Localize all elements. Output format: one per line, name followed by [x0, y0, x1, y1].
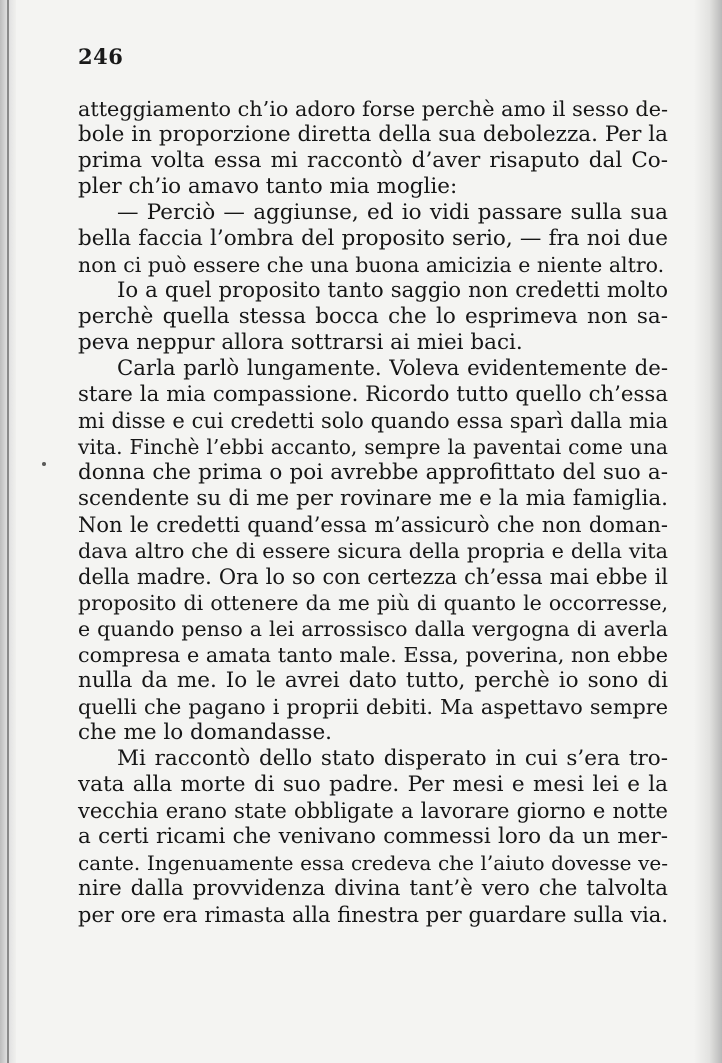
text-line: bole in proporzione diretta della sua debolezza. Per la: [78, 122, 668, 147]
text-line: Carla parlò lungamente. Voleva evidentemente de-: [117, 356, 668, 381]
binding-line: [7, 0, 9, 1063]
text-line: nire dalla provvidenza divina tant’è vero che talvolta: [78, 876, 668, 901]
page-edge-shadow: [694, 0, 722, 1063]
text-line: prima volta essa mi raccontò d’aver risaputo dal Co-: [78, 148, 668, 173]
text-line: Non le credetti quand’essa m’assicurò che non doman-: [78, 513, 668, 537]
text-line: non ci può essere che una buona amicizia e niente altro.: [78, 253, 665, 277]
text-line: perchè quella stessa bocca che lo esprimeva non sa-: [78, 304, 668, 329]
text-line: Mi raccontò dello stato disperato in cui s’era tro-: [117, 746, 668, 771]
text-line: vecchia erano state obbligate a lavorare giorno e notte: [78, 799, 668, 823]
text-line: nulla da me. Io le avrei dato tutto, perchè io sono di: [78, 668, 668, 693]
text-line: che me lo domandasse.: [78, 720, 333, 745]
text-line: mi disse e cui credetti solo quando essa sparì dalla mia: [78, 409, 668, 433]
text-line: dava altro che di essere sicura della propria e della vita: [78, 539, 668, 563]
text-line: proposito di ottenere da me più di quanto le occorresse,: [78, 591, 668, 615]
text-line: peva neppur allora sottrarsi ai miei baci.: [78, 330, 523, 355]
text-line: vita. Finchè l’ebbi accanto, sempre la paventai come una: [78, 435, 668, 459]
text-line: stare la mia compassione. Ricordo tutto quello ch’essa: [78, 382, 668, 407]
text-line: della madre. Ora lo so con certezza ch’essa mai ebbe il: [78, 565, 668, 589]
text-line: vata alla morte di suo padre. Per mesi e mesi lei e la: [78, 772, 668, 797]
print-speck: [42, 462, 46, 466]
text-line: donna che prima o poi avrebbe approfittato del suo a-: [78, 460, 668, 485]
text-line: scendente su di me per rovinare me e la mia famiglia.: [78, 486, 668, 511]
text-line: cante. Ingenuamente essa credeva che l’aiuto dovesse ve-: [78, 851, 668, 875]
text-line: — Perciò — aggiunse, ed io vidi passare sulla sua: [117, 200, 668, 225]
text-line: a certi ricami che venivano commessi loro da un mer-: [78, 824, 668, 849]
text-line: per ore era rimasta alla finestra per guardare sulla via.: [78, 903, 668, 927]
text-line: e quando penso a lei arrossisco dalla vergogna di averla: [78, 617, 668, 641]
text-line: pler ch’io amavo tanto mia moglie:: [78, 174, 458, 199]
text-line: atteggiamento ch’io adoro forse perchè amo il sesso de-: [78, 97, 668, 121]
text-line: Io a quel proposito tanto saggio non credetti molto: [117, 278, 668, 303]
text-line: compresa e amata tanto male. Essa, poverina, non ebbe: [78, 643, 668, 667]
text-line: quelli che pagano i proprii debiti. Ma aspettavo sempre: [78, 695, 668, 719]
page-number: 246: [78, 44, 124, 69]
text-line: bella faccia l’ombra del proposito serio, — fra noi due: [78, 226, 668, 251]
